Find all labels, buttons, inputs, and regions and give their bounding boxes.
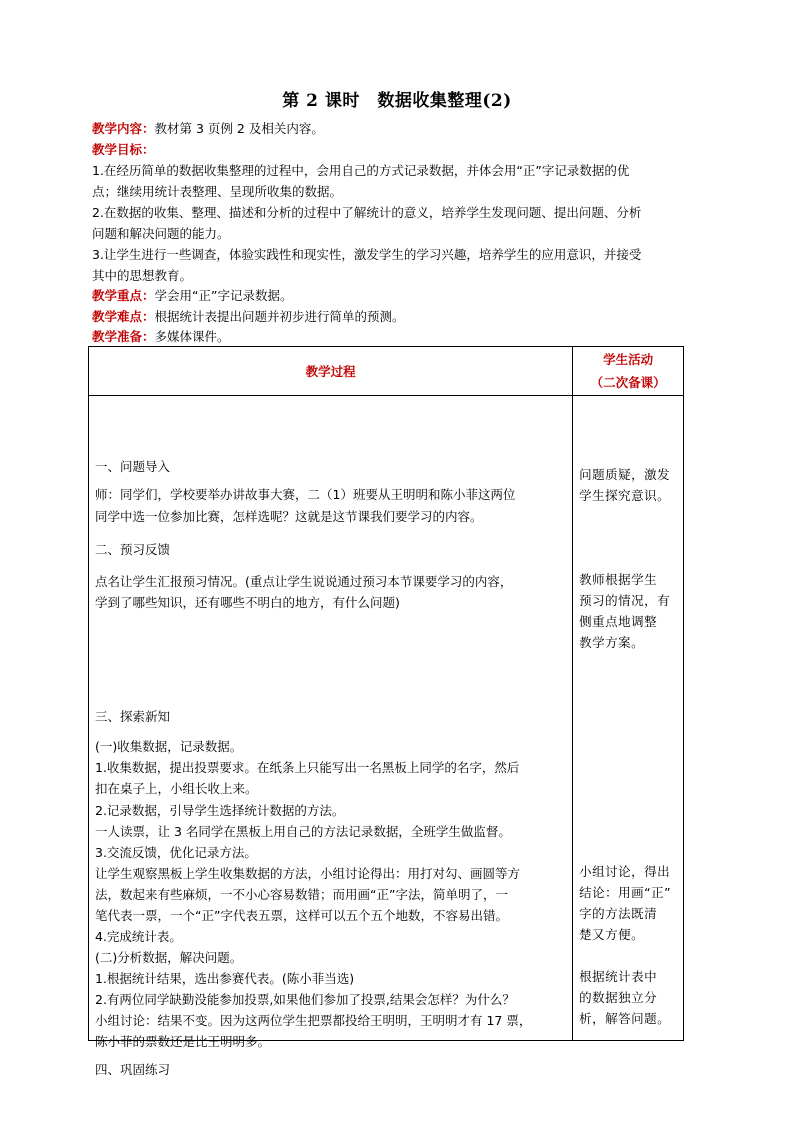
section-1-line-2: 同学中选一位参加比赛，怎样选呢？这就是这节课我们要学习的内容。: [95, 509, 483, 524]
preparation: [92, 326, 716, 347]
teaching-goals: [92, 139, 716, 286]
teaching-process-table: [88, 346, 684, 1077]
header-teaching-process: 教学过程: [89, 347, 573, 396]
activity-2-line-1: 教师根据学生: [579, 572, 658, 587]
goal-3-line-2: 其中的思想教育。: [92, 268, 193, 283]
section-2-line-2: 学到了哪些知识，还有哪些不明白的地方，有什么问题): [95, 595, 400, 610]
section-2-line-1: 点名让学生汇报预习情况。(重点让学生说说通过预习本节课要学习的内容，: [95, 574, 513, 589]
section-3-b-step-1: 1.根据统计结果，选出参赛代表。(陈小菲当选): [95, 971, 355, 986]
section-3-step-2b: 一人读票，让 3 名同学在黑板上用自己的方法记录数据，全班学生做监督。: [95, 824, 511, 839]
section-3-part-a: (一)收集数据，记录数据。: [95, 739, 243, 754]
section-3-title: 三、探索新知: [95, 709, 171, 724]
section-3-step-4: 4.完成统计表。: [95, 929, 182, 944]
section-2-title: 二、预习反馈: [95, 542, 171, 557]
header-student-activity-title: 学生活动: [603, 352, 654, 367]
section-3-step-3c: 法，数起来有些麻烦，一不小心容易数错；而用画“正”字法，简单明了，一: [95, 887, 508, 902]
section-3-b-step-2b: 小组讨论：结果不变。因为这两位学生把票都投给王明明，王明明才有 17 票，: [95, 1013, 532, 1028]
section-3-b-step-2a: 2.有两位同学缺勤没能参加投票,如果他们参加了投票,结果会怎样？为什么？: [95, 992, 515, 1007]
student-activity-cell: [573, 396, 684, 1041]
activity-1-line-1: 问题质疑，激发: [579, 467, 671, 482]
teaching-content-text: 教材第 3 页例 2 及相关内容。: [154, 121, 324, 136]
key-point-label: 教学重点：: [92, 288, 155, 303]
section-3-step-1a: 1.收集数据，提出投票要求。在纸条上只能写出一名黑板上同学的名字，然后: [95, 760, 520, 775]
process-cell: [89, 396, 573, 1077]
section-3-step-3a: 3.交流反馈，优化记录方法。: [95, 845, 257, 860]
activity-3-line-3: 字的方法既清: [579, 906, 658, 921]
goal-2-line-2: 问题和解决问题的能力。: [92, 226, 230, 241]
key-point-text: 学会用“正”字记录数据。: [154, 288, 293, 303]
teaching-content: [92, 118, 716, 139]
activity-4-line-2: 的数据独立分: [579, 990, 658, 1005]
activity-2-line-3: 侧重点地调整: [579, 614, 658, 629]
section-3-step-3b: 让学生观察黑板上学生收集数据的方法，小组讨论得出：用打对勾、画圆等方: [95, 866, 521, 881]
difficulty: [92, 306, 716, 327]
page-title: 第 2 课时 数据收集整理(2): [282, 91, 512, 111]
activity-3-line-4: 楚又方便。: [579, 927, 645, 942]
preparation-label: 教学准备：: [92, 329, 155, 344]
activity-3-line-1: 小组讨论，得出: [579, 864, 671, 879]
key-point: [92, 285, 716, 306]
section-3-step-1b: 扣在桌子上，小组长收上来。: [95, 781, 258, 796]
section-3-b-step-2c: 陈小菲的票数还是比王明明多。: [95, 1034, 271, 1049]
goal-3-line-1: 3.让学生进行一些调查，体验实践性和现实性，激发学生的学习兴趣，培养学生的应用意识，并接受: [92, 247, 642, 262]
section-3-part-b: (二)分析数据，解决问题。: [95, 950, 243, 965]
goal-1-line-1: 1.在经历简单的数据收集整理的过程中，会用自己的方式记录数据，并体会用“正”字记录数据的优: [92, 163, 630, 178]
section-1-line-1: 师：同学们，学校要举办讲故事大赛，二（1）班要从王明明和陈小菲这两位: [95, 487, 516, 502]
preparation-text: 多媒体课件。: [154, 329, 230, 344]
goal-1-line-2: 点；继续用统计表整理、呈现所收集的数据。: [92, 184, 343, 199]
teaching-goals-label: 教学目标：: [92, 142, 155, 157]
section-1-title: 一、问题导入: [95, 459, 171, 474]
teaching-content-label: 教学内容：: [92, 121, 155, 136]
goal-2-line-1: 2.在数据的收集、整理、描述和分析的过程中了解统计的意义，培养学生发现问题、提出问题、分析: [92, 205, 642, 220]
header-second-preparation: （二次备课）: [590, 375, 666, 390]
section-4-title: 四、巩固练习: [95, 1062, 171, 1077]
activity-2-line-2: 预习的情况，有: [579, 593, 671, 608]
difficulty-label: 教学难点：: [92, 309, 155, 324]
header-student-activity: [573, 347, 684, 396]
activity-1-line-2: 学生探究意识。: [579, 488, 671, 503]
difficulty-text: 根据统计表提出问题并初步进行简单的预测。: [154, 309, 405, 324]
activity-2-line-4: 教学方案。: [579, 635, 645, 650]
section-3-step-3d: 笔代表一票，一个“正”字代表五票，这样可以五个五个地数，不容易出错。: [95, 908, 508, 923]
activity-4-line-3: 析，解答问题。: [579, 1011, 671, 1026]
activity-4-line-1: 根据统计表中: [579, 969, 658, 984]
activity-3-line-2: 结论：用画“正”: [579, 885, 672, 900]
section-3-step-2a: 2.记录数据，引导学生选择统计数据的方法。: [95, 803, 345, 818]
